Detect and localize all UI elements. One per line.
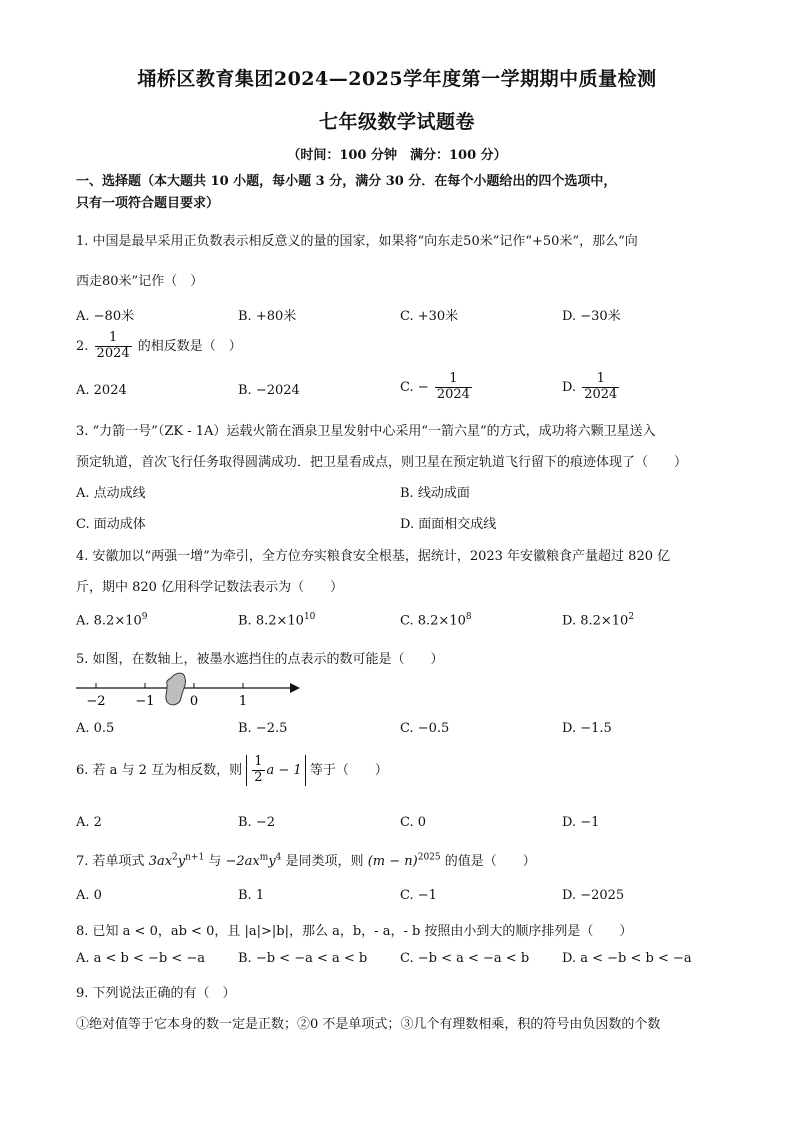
q1-option-c[interactable]: C. +30米 (400, 309, 459, 324)
q6-post: 等于（ ） (309, 762, 388, 778)
q2-option-b[interactable]: B. −2024 (238, 383, 300, 398)
q4-d-base: D. 8.2×10 (562, 613, 629, 629)
q4-c-base: C. 8.2×10 (400, 613, 466, 629)
q2-frac-den: 2024 (96, 345, 130, 361)
q2-option-c[interactable] (400, 372, 474, 403)
q4-option-c[interactable] (400, 612, 472, 628)
q7-post: 的值是（ ） (444, 854, 536, 869)
q2-option-d[interactable] (562, 372, 621, 403)
q1-text-cont: 西走80米”记作（ ） (76, 274, 204, 289)
q7-pre: 7. 若单项式 (76, 854, 145, 869)
q4-d-exp: 2 (628, 612, 635, 622)
q7-text (76, 850, 536, 869)
tick-label-one: 1 (238, 694, 248, 709)
q2-c-fraction (435, 372, 472, 403)
q2-d-num: 1 (596, 371, 605, 386)
q6-option-d[interactable]: D. −1 (562, 815, 600, 830)
q7-term1-exp2: n+1 (185, 852, 205, 863)
q8-text: 8. 已知 a < 0，ab < 0，且 |a|>|b|，那么 a，b，- a，- b 按照由小到大的顺序排列是（ ） (76, 924, 633, 939)
q3-option-d[interactable]: D. 面面相交成线 (400, 517, 497, 532)
q6-frac-den: 2 (254, 769, 263, 785)
q4-text-cont: 斤，期中 820 亿用科学记数法表示为（ ） (76, 580, 344, 595)
q6-option-c[interactable]: C. 0 (400, 815, 427, 830)
q7-term2-exp2: 4 (275, 852, 282, 863)
q8-option-c[interactable]: C. −b < a < −a < b (400, 951, 530, 966)
q3-option-b[interactable]: B. 线动成面 (400, 486, 470, 501)
q4-a-base: A. 8.2×10 (76, 613, 142, 629)
q7-term2-exp1: m (259, 852, 269, 863)
q1-option-b[interactable]: B. +80米 (238, 309, 297, 324)
q4-a-exp: 9 (141, 612, 148, 622)
q6-fraction (252, 755, 264, 786)
q2-c-num: 1 (449, 371, 458, 386)
q7-expr: (m − n) (367, 854, 418, 869)
tick-label-zero: 0 (189, 694, 199, 709)
q2-fraction (95, 331, 132, 362)
tick-label-minus-2: −2 (86, 694, 106, 709)
number-line-arrow-icon (290, 683, 300, 693)
q2-number: 2. (76, 338, 89, 354)
q7-term1-exp1: 2 (172, 852, 178, 863)
q2-c-den: 2024 (436, 386, 470, 402)
q6-option-b[interactable]: B. −2 (238, 815, 275, 830)
q6-tail: a − 1 (266, 762, 302, 778)
q7-mid2: 是同类项，则 (285, 854, 364, 869)
q3-option-a[interactable]: A. 点动成线 (76, 486, 146, 501)
time-info: （时间：100 分钟 满分：100 分） (287, 148, 507, 163)
q3-text: 3. “力箭一号”（ZK - 1A）运载火箭在酒泉卫星发射中心采用“一箭六星”的方式，成功将六颗卫星送入 (76, 424, 656, 439)
q2-option-a[interactable]: A. 2024 (76, 383, 127, 398)
q9-text-cont: ①绝对值等于它本身的数一定是正数；②0 不是单项式；③几个有理数相乘，积的符号由负因数的个数 (76, 1017, 661, 1032)
q7-term1-y: y (177, 854, 186, 869)
q2-d-den: 2024 (584, 386, 618, 402)
q2-text (76, 331, 242, 362)
q6-option-a[interactable]: A. 2 (76, 815, 102, 830)
q4-b-base: B. 8.2×10 (238, 613, 304, 629)
q2-stem: 的相反数是（ ） (137, 338, 242, 354)
q7-mid: 与 (208, 854, 222, 869)
q4-b-exp: 10 (303, 612, 316, 622)
q8-option-b[interactable]: B. −b < −a < a < b (238, 951, 368, 966)
q4-option-d[interactable] (562, 612, 634, 628)
exam-subtitle: 七年级数学试题卷 (318, 111, 475, 133)
q2-c-label: C. (400, 379, 414, 395)
q9-text: 9. 下列说法正确的有（ ） (76, 986, 236, 1001)
q1-option-d[interactable]: D. −30米 (562, 309, 621, 324)
q6-frac-num: 1 (254, 754, 263, 769)
q2-c-sign: − (417, 379, 429, 395)
q7-option-d[interactable]: D. −2025 (562, 888, 625, 903)
q5-option-d[interactable]: D. −1.5 (562, 721, 612, 736)
q4-option-a[interactable] (76, 612, 148, 628)
q6-abs-expression (246, 755, 305, 786)
tick-label-minus-1: −1 (135, 694, 155, 709)
q2-d-fraction (582, 372, 619, 403)
q8-option-d[interactable]: D. a < −b < b < −a (562, 951, 692, 966)
q7-term2-y: y (268, 854, 276, 869)
q7-option-a[interactable]: A. 0 (76, 888, 102, 903)
q2-frac-num: 1 (108, 330, 118, 345)
q5-text: 5. 如图，在数轴上，被墨水遮挡住的点表示的数可能是（ ） (76, 652, 444, 667)
q4-text: 4. 安徽加以“两强一增”为牵引，全方位夯实粮食安全根基，据统计，2023 年安徽粮食产量超过 820 亿 (76, 549, 671, 564)
q1-text: 1. 中国是最早采用正负数表示相反意义的量的国家，如果将“向东走50米”记作“+50米”，那么“向 (76, 234, 638, 249)
section1-heading: 一、选择题（本大题共 10 小题，每小题 3 分，满分 30 分．在每个小题给出的四个选项中， (76, 174, 617, 189)
q5-option-a[interactable]: A. 0.5 (76, 721, 115, 736)
section1-heading-cont: 只有一项符合题目要求） (76, 196, 220, 211)
q4-option-b[interactable] (238, 612, 315, 628)
q4-c-exp: 8 (465, 612, 472, 622)
q5-option-b[interactable]: B. −2.5 (238, 721, 288, 736)
q7-term1: 3ax (148, 854, 173, 869)
q7-term2: −2ax (225, 854, 260, 869)
q8-option-a[interactable]: A. a < b < −b < −a (76, 951, 206, 966)
q7-option-b[interactable]: B. 1 (238, 888, 265, 903)
q7-expr-exp: 2025 (417, 852, 441, 863)
q6-pre: 6. 若 a 与 2 互为相反数，则 (76, 762, 243, 778)
exam-title: 埇桥区教育集团2024—2025学年度第一学期期中质量检测 (137, 68, 657, 90)
q1-option-a[interactable]: A. −80米 (76, 309, 135, 324)
q3-text-cont: 预定轨道，首次飞行任务取得圆满成功．把卫星看成点，则卫星在预定轨道飞行留下的痕迹体现了（ ） (76, 455, 688, 470)
ink-blot (166, 673, 186, 705)
q7-option-c[interactable]: C. −1 (400, 888, 437, 903)
q2-d-label: D. (562, 379, 577, 395)
q5-option-c[interactable]: C. −0.5 (400, 721, 450, 736)
number-line-figure (70, 672, 310, 712)
q3-option-c[interactable]: C. 面动成体 (76, 517, 146, 532)
q6-text (76, 755, 388, 786)
